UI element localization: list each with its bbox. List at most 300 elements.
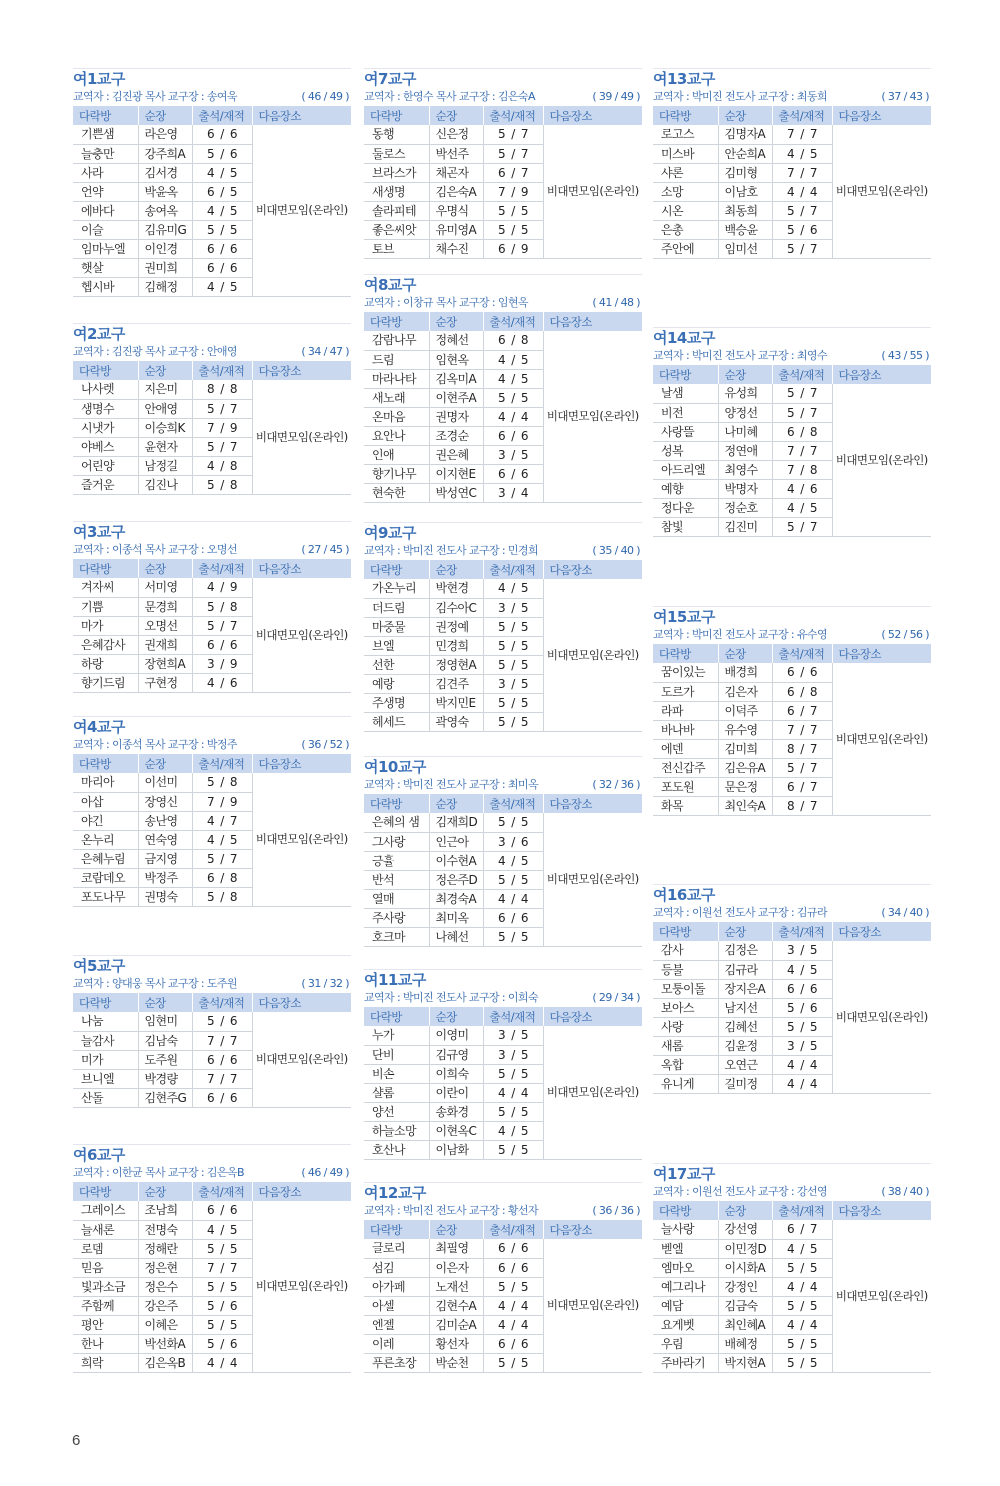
district-staff: 교역자 : 이원선 전도사 교구장 : 강선영 — [653, 1185, 827, 1198]
attendance-value: 5 / 7 — [192, 616, 252, 635]
attendance-value: 6 / 6 — [483, 426, 543, 445]
district-title: 여17교구 — [653, 1163, 931, 1183]
header-next-place: 다음장소 — [252, 993, 351, 1012]
next-place: 비대면모임(온라인) — [252, 578, 351, 692]
attendance-value: 6 / 6 — [483, 908, 543, 927]
leader-name: 정은주D — [429, 870, 483, 889]
attendance-value: 5 / 5 — [192, 1239, 252, 1258]
group-name: 브니엘 — [73, 1069, 138, 1088]
group-name: 헤세드 — [364, 712, 429, 731]
district-staff: 교역자 : 김진광 목사 교구장 : 송여욱 — [73, 90, 237, 103]
district-staff: 교역자 : 김진광 목사 교구장 : 안애영 — [73, 345, 237, 358]
group-name: 미스바 — [653, 144, 718, 163]
next-place: 비대면모임(온라인) — [832, 941, 931, 1093]
district-block — [73, 1144, 351, 1373]
leader-name: 김옥미A — [429, 369, 483, 388]
attendance-value: 7 / 7 — [772, 163, 832, 182]
group-name: 단비 — [364, 1045, 429, 1064]
district-block — [653, 884, 931, 1094]
group-name: 에덴 — [653, 739, 718, 758]
group-name: 보아스 — [653, 998, 718, 1017]
group-name: 하랑 — [73, 654, 138, 673]
group-name: 마가 — [73, 616, 138, 635]
next-place: 비대면모임(온라인) — [543, 331, 642, 502]
cell-group-table — [73, 106, 351, 297]
attendance-value: 3 / 6 — [483, 832, 543, 851]
table-row — [73, 1201, 351, 1220]
leader-name: 나혜선 — [429, 927, 483, 946]
group-name: 아드리엘 — [653, 460, 718, 479]
table-row — [364, 1239, 642, 1258]
header-group: 다락방 — [364, 312, 429, 331]
group-name: 야긴 — [73, 811, 138, 830]
group-name: 우림 — [653, 1334, 718, 1353]
header-attendance: 출석/재적 — [483, 312, 543, 331]
attendance-value: 7 / 7 — [192, 1258, 252, 1277]
leader-name: 이시화A — [718, 1258, 772, 1277]
header-next-place: 다음장소 — [543, 794, 642, 813]
group-name: 예향 — [653, 479, 718, 498]
attendance-value: 5 / 7 — [192, 437, 252, 456]
leader-name: 곽영숙 — [429, 712, 483, 731]
leader-name: 김정은 — [718, 941, 772, 960]
cell-group-table — [653, 365, 931, 537]
district-info — [364, 88, 642, 106]
leader-name: 김서경 — [138, 163, 192, 182]
header-group: 다락방 — [364, 106, 429, 125]
leader-name: 김재희D — [429, 813, 483, 832]
attendance-value: 4 / 6 — [772, 479, 832, 498]
header-leader: 순장 — [429, 1220, 483, 1239]
leader-name: 강주희A — [138, 144, 192, 163]
group-name: 로고스 — [653, 125, 718, 144]
attendance-total: ( 46 / 49 ) — [301, 90, 349, 103]
attendance-value: 5 / 5 — [483, 1064, 543, 1083]
header-group: 다락방 — [653, 922, 718, 941]
attendance-value: 6 / 6 — [192, 1201, 252, 1220]
district-info — [653, 347, 931, 365]
group-name: 모퉁이돌 — [653, 979, 718, 998]
leader-name: 문경희 — [138, 597, 192, 616]
attendance-value: 5 / 5 — [772, 1353, 832, 1372]
header-next-place: 다음장소 — [252, 1182, 351, 1201]
next-place: 비대면모임(온라인) — [252, 1201, 351, 1372]
leader-name: 최인숙A — [718, 796, 772, 815]
leader-name: 지은미 — [138, 380, 192, 399]
leader-name: 남지선 — [718, 998, 772, 1017]
attendance-value: 6 / 6 — [772, 663, 832, 682]
cell-group-table — [364, 312, 642, 503]
attendance-value: 4 / 5 — [772, 144, 832, 163]
attendance-value: 4 / 4 — [483, 1083, 543, 1102]
leader-name: 권재희 — [138, 635, 192, 654]
district-title: 여16교구 — [653, 884, 931, 904]
leader-name: 박선화A — [138, 1334, 192, 1353]
attendance-value: 5 / 6 — [772, 220, 832, 239]
leader-name: 김규영 — [429, 1045, 483, 1064]
district-info — [364, 1202, 642, 1220]
leader-name: 장영신 — [138, 792, 192, 811]
attendance-value: 4 / 5 — [192, 277, 252, 296]
attendance-value: 5 / 5 — [772, 1017, 832, 1036]
attendance-value: 6 / 7 — [772, 777, 832, 796]
group-name: 늘새론 — [73, 1220, 138, 1239]
attendance-value: 5 / 7 — [483, 144, 543, 163]
group-name: 새생명 — [364, 182, 429, 201]
attendance-value: 5 / 7 — [772, 201, 832, 220]
attendance-value: 5 / 5 — [192, 220, 252, 239]
attendance-value: 6 / 6 — [772, 979, 832, 998]
attendance-value: 4 / 4 — [192, 1353, 252, 1372]
attendance-value: 4 / 8 — [192, 456, 252, 475]
header-leader: 순장 — [718, 922, 772, 941]
leader-name: 이현옥C — [429, 1121, 483, 1140]
attendance-total: ( 52 / 56 ) — [881, 628, 929, 641]
header-leader: 순장 — [138, 1182, 192, 1201]
group-name: 가온누리 — [364, 579, 429, 598]
attendance-total: ( 27 / 45 ) — [301, 543, 349, 556]
header-next-place: 다음장소 — [543, 560, 642, 579]
leader-name: 김현주G — [138, 1088, 192, 1107]
leader-name: 이남화 — [429, 1140, 483, 1159]
leader-name: 최인혜A — [718, 1315, 772, 1334]
group-name: 정다운 — [653, 498, 718, 517]
district-block — [653, 606, 931, 816]
group-name: 요안나 — [364, 426, 429, 445]
attendance-value: 4 / 4 — [772, 1055, 832, 1074]
next-place: 비대면모임(온라인) — [832, 125, 931, 258]
district-staff: 교역자 : 박미진 전도사 교구장 : 최미옥 — [364, 778, 538, 791]
leader-name: 정은현 — [138, 1258, 192, 1277]
cell-group-table — [653, 1201, 931, 1373]
leader-name: 최필영 — [429, 1239, 483, 1258]
attendance-value: 5 / 8 — [192, 597, 252, 616]
group-name: 푸른초장 — [364, 1353, 429, 1372]
leader-name: 나미혜 — [718, 422, 772, 441]
group-name: 벧엘 — [653, 1239, 718, 1258]
attendance-total: ( 46 / 49 ) — [301, 1166, 349, 1179]
district-block — [653, 68, 931, 259]
district-info — [364, 989, 642, 1007]
leader-name: 오연근 — [718, 1055, 772, 1074]
attendance-value: 5 / 5 — [483, 1277, 543, 1296]
group-name: 샤론 — [653, 163, 718, 182]
group-name: 동행 — [364, 125, 429, 144]
cell-group-table — [73, 993, 351, 1108]
attendance-value: 7 / 7 — [772, 720, 832, 739]
table-header-row — [653, 106, 931, 125]
leader-name: 정연애 — [718, 441, 772, 460]
leader-name: 박경량 — [138, 1069, 192, 1088]
district-info — [653, 626, 931, 644]
group-name: 평안 — [73, 1315, 138, 1334]
attendance-value: 5 / 5 — [483, 870, 543, 889]
district-block — [73, 716, 351, 907]
leader-name: 김혜선 — [718, 1017, 772, 1036]
attendance-value: 5 / 6 — [192, 1334, 252, 1353]
next-place: 비대면모임(온라인) — [252, 380, 351, 494]
table-row — [364, 813, 642, 832]
attendance-value: 5 / 5 — [483, 201, 543, 220]
district-info — [73, 343, 351, 361]
attendance-total: ( 43 / 55 ) — [881, 349, 929, 362]
group-name: 코람데오 — [73, 868, 138, 887]
leader-name: 임현미 — [138, 1012, 192, 1031]
group-name: 로뎀 — [73, 1239, 138, 1258]
leader-name: 이영미 — [429, 1026, 483, 1045]
group-name: 사랑뜰 — [653, 422, 718, 441]
header-leader: 순장 — [429, 560, 483, 579]
attendance-value: 5 / 8 — [192, 887, 252, 906]
leader-name: 인근아 — [429, 832, 483, 851]
attendance-value: 5 / 5 — [483, 655, 543, 674]
attendance-value: 7 / 9 — [192, 418, 252, 437]
group-name: 은총 — [653, 220, 718, 239]
group-name: 온마음 — [364, 407, 429, 426]
attendance-total: ( 31 / 32 ) — [301, 977, 349, 990]
attendance-value: 4 / 7 — [192, 811, 252, 830]
attendance-value: 4 / 4 — [772, 1277, 832, 1296]
district-block — [73, 955, 351, 1108]
header-next-place: 다음장소 — [543, 312, 642, 331]
header-group: 다락방 — [73, 1182, 138, 1201]
group-name: 사라 — [73, 163, 138, 182]
cell-group-table — [364, 106, 642, 259]
header-attendance: 출석/재적 — [192, 754, 252, 773]
header-next-place: 다음장소 — [832, 106, 931, 125]
group-name: 헵시바 — [73, 277, 138, 296]
group-name: 임마누엘 — [73, 239, 138, 258]
group-name: 이레 — [364, 1334, 429, 1353]
attendance-value: 5 / 5 — [483, 1140, 543, 1159]
attendance-value: 5 / 5 — [192, 1315, 252, 1334]
group-name: 샬롬 — [364, 1083, 429, 1102]
next-place: 비대면모임(온라인) — [252, 773, 351, 906]
district-title: 여13교구 — [653, 68, 931, 88]
district-block — [364, 756, 642, 947]
group-name: 좋은씨앗 — [364, 220, 429, 239]
group-name: 성복 — [653, 441, 718, 460]
leader-name: 연숙영 — [138, 830, 192, 849]
attendance-value: 5 / 7 — [772, 403, 832, 422]
attendance-value: 6 / 6 — [483, 1334, 543, 1353]
leader-name: 박윤옥 — [138, 182, 192, 201]
attendance-value: 4 / 5 — [483, 350, 543, 369]
group-name: 은혜누림 — [73, 849, 138, 868]
leader-name: 강은주 — [138, 1296, 192, 1315]
group-name: 감사 — [653, 941, 718, 960]
leader-name: 이현주A — [429, 388, 483, 407]
leader-name: 정혜선 — [429, 331, 483, 350]
attendance-value: 4 / 5 — [192, 163, 252, 182]
header-group: 다락방 — [73, 559, 138, 578]
attendance-value: 4 / 5 — [772, 498, 832, 517]
attendance-value: 7 / 9 — [192, 792, 252, 811]
group-name: 이슬 — [73, 220, 138, 239]
leader-name: 라은영 — [138, 125, 192, 144]
attendance-total: ( 36 / 52 ) — [301, 738, 349, 751]
leader-name: 최동희 — [718, 201, 772, 220]
district-staff: 교역자 : 이원선 전도사 교구장 : 김규라 — [653, 906, 827, 919]
leader-name: 송여옥 — [138, 201, 192, 220]
leader-name: 송화경 — [429, 1102, 483, 1121]
leader-name: 권은혜 — [429, 445, 483, 464]
attendance-value: 7 / 7 — [772, 441, 832, 460]
header-next-place: 다음장소 — [252, 559, 351, 578]
attendance-value: 4 / 5 — [772, 960, 832, 979]
leader-name: 김미순A — [429, 1315, 483, 1334]
group-name: 섬김 — [364, 1258, 429, 1277]
leader-name: 민경희 — [429, 636, 483, 655]
attendance-value: 5 / 6 — [192, 144, 252, 163]
attendance-value: 3 / 5 — [483, 445, 543, 464]
group-name: 향기나무 — [364, 464, 429, 483]
attendance-value: 5 / 7 — [772, 239, 832, 258]
district-staff: 교역자 : 박미진 전도사 교구장 : 유수영 — [653, 628, 827, 641]
attendance-value: 4 / 5 — [483, 369, 543, 388]
leader-name: 김은옥B — [138, 1353, 192, 1372]
attendance-value: 4 / 5 — [483, 1121, 543, 1140]
leader-name: 강선영 — [718, 1220, 772, 1239]
leader-name: 김은숙A — [429, 182, 483, 201]
table-row — [73, 380, 351, 399]
district-block — [364, 1182, 642, 1373]
leader-name: 오명선 — [138, 616, 192, 635]
leader-name: 신은정 — [429, 125, 483, 144]
district-staff: 교역자 : 이한균 목사 교구장 : 김은옥B — [73, 1166, 244, 1179]
attendance-value: 4 / 5 — [192, 1220, 252, 1239]
leader-name: 도주원 — [138, 1050, 192, 1069]
header-leader: 순장 — [138, 993, 192, 1012]
group-name: 포도원 — [653, 777, 718, 796]
district-info — [364, 542, 642, 560]
group-name: 요게벳 — [653, 1315, 718, 1334]
district-block — [653, 327, 931, 537]
attendance-total: ( 38 / 40 ) — [881, 1185, 929, 1198]
leader-name: 서미영 — [138, 578, 192, 597]
leader-name: 이남호 — [718, 182, 772, 201]
district-title: 여12교구 — [364, 1182, 642, 1202]
attendance-total: ( 37 / 43 ) — [881, 90, 929, 103]
leader-name: 최경숙A — [429, 889, 483, 908]
attendance-value: 5 / 5 — [483, 636, 543, 655]
attendance-value: 3 / 5 — [772, 1036, 832, 1055]
attendance-value: 5 / 6 — [192, 1012, 252, 1031]
leader-name: 백승윤 — [718, 220, 772, 239]
district-title: 여11교구 — [364, 969, 642, 989]
leader-name: 임미선 — [718, 239, 772, 258]
group-name: 새노래 — [364, 388, 429, 407]
leader-name: 박지민E — [429, 693, 483, 712]
leader-name: 김은자 — [718, 682, 772, 701]
header-attendance: 출석/재적 — [772, 365, 832, 384]
group-name: 그레이스 — [73, 1201, 138, 1220]
group-name: 호크마 — [364, 927, 429, 946]
group-name: 그사랑 — [364, 832, 429, 851]
header-attendance: 출석/재적 — [192, 106, 252, 125]
group-name: 누가 — [364, 1026, 429, 1045]
attendance-total: ( 29 / 34 ) — [592, 991, 640, 1004]
header-group: 다락방 — [73, 361, 138, 380]
leader-name: 우명식 — [429, 201, 483, 220]
header-attendance: 출석/재적 — [772, 922, 832, 941]
leader-name: 정영현A — [429, 655, 483, 674]
header-group: 다락방 — [364, 560, 429, 579]
leader-name: 조남희 — [138, 1201, 192, 1220]
group-name: 감람나무 — [364, 331, 429, 350]
group-name: 긍휼 — [364, 851, 429, 870]
leader-name: 배경희 — [718, 663, 772, 682]
group-name: 주함께 — [73, 1296, 138, 1315]
attendance-value: 5 / 5 — [483, 388, 543, 407]
leader-name: 김남숙 — [138, 1031, 192, 1050]
attendance-value: 5 / 5 — [483, 693, 543, 712]
attendance-value: 6 / 6 — [192, 125, 252, 144]
group-name: 사랑 — [653, 1017, 718, 1036]
group-name: 선한 — [364, 655, 429, 674]
attendance-value: 3 / 5 — [772, 941, 832, 960]
header-next-place: 다음장소 — [252, 361, 351, 380]
attendance-value: 5 / 7 — [772, 384, 832, 403]
header-group: 다락방 — [73, 993, 138, 1012]
attendance-value: 5 / 5 — [483, 220, 543, 239]
header-attendance: 출석/재적 — [192, 993, 252, 1012]
attendance-value: 5 / 5 — [772, 1334, 832, 1353]
attendance-value: 5 / 7 — [483, 125, 543, 144]
next-place: 비대면모임(온라인) — [543, 1026, 642, 1159]
district-info — [73, 975, 351, 993]
header-attendance: 출석/재적 — [772, 106, 832, 125]
attendance-value: 5 / 5 — [483, 1102, 543, 1121]
table-header-row — [364, 794, 642, 813]
header-group: 다락방 — [364, 1007, 429, 1026]
district-title: 여9교구 — [364, 522, 642, 542]
attendance-value: 5 / 7 — [192, 849, 252, 868]
group-name: 바나바 — [653, 720, 718, 739]
leader-name: 김윤정 — [718, 1036, 772, 1055]
group-name: 온누리 — [73, 830, 138, 849]
leader-name: 김미형 — [718, 163, 772, 182]
leader-name: 임현옥 — [429, 350, 483, 369]
district-title: 여8교구 — [364, 274, 642, 294]
next-place: 비대면모임(온라인) — [832, 384, 931, 536]
group-name: 더드림 — [364, 598, 429, 617]
attendance-value: 4 / 4 — [483, 889, 543, 908]
leader-name: 이란이 — [429, 1083, 483, 1102]
district-staff: 교역자 : 박미진 전도사 교구장 : 최동희 — [653, 90, 827, 103]
group-name: 나사렛 — [73, 380, 138, 399]
attendance-total: ( 35 / 40 ) — [592, 544, 640, 557]
table-row — [364, 579, 642, 598]
attendance-total: ( 32 / 36 ) — [592, 778, 640, 791]
district-info — [73, 1164, 351, 1182]
attendance-value: 6 / 8 — [483, 331, 543, 350]
attendance-value: 4 / 5 — [772, 1239, 832, 1258]
next-place: 비대면모임(온라인) — [543, 813, 642, 946]
district-info — [73, 88, 351, 106]
group-name: 에바다 — [73, 201, 138, 220]
district-staff: 교역자 : 박미진 전도사 교구장 : 최영수 — [653, 349, 827, 362]
attendance-value: 3 / 9 — [192, 654, 252, 673]
table-row — [653, 125, 931, 144]
group-name: 도르가 — [653, 682, 718, 701]
leader-name: 정은수 — [138, 1277, 192, 1296]
table-row — [73, 1012, 351, 1031]
header-next-place: 다음장소 — [832, 1201, 931, 1220]
district-staff: 교역자 : 이종석 목사 교구장 : 오명선 — [73, 543, 237, 556]
attendance-value: 6 / 7 — [772, 701, 832, 720]
header-next-place: 다음장소 — [543, 1007, 642, 1026]
